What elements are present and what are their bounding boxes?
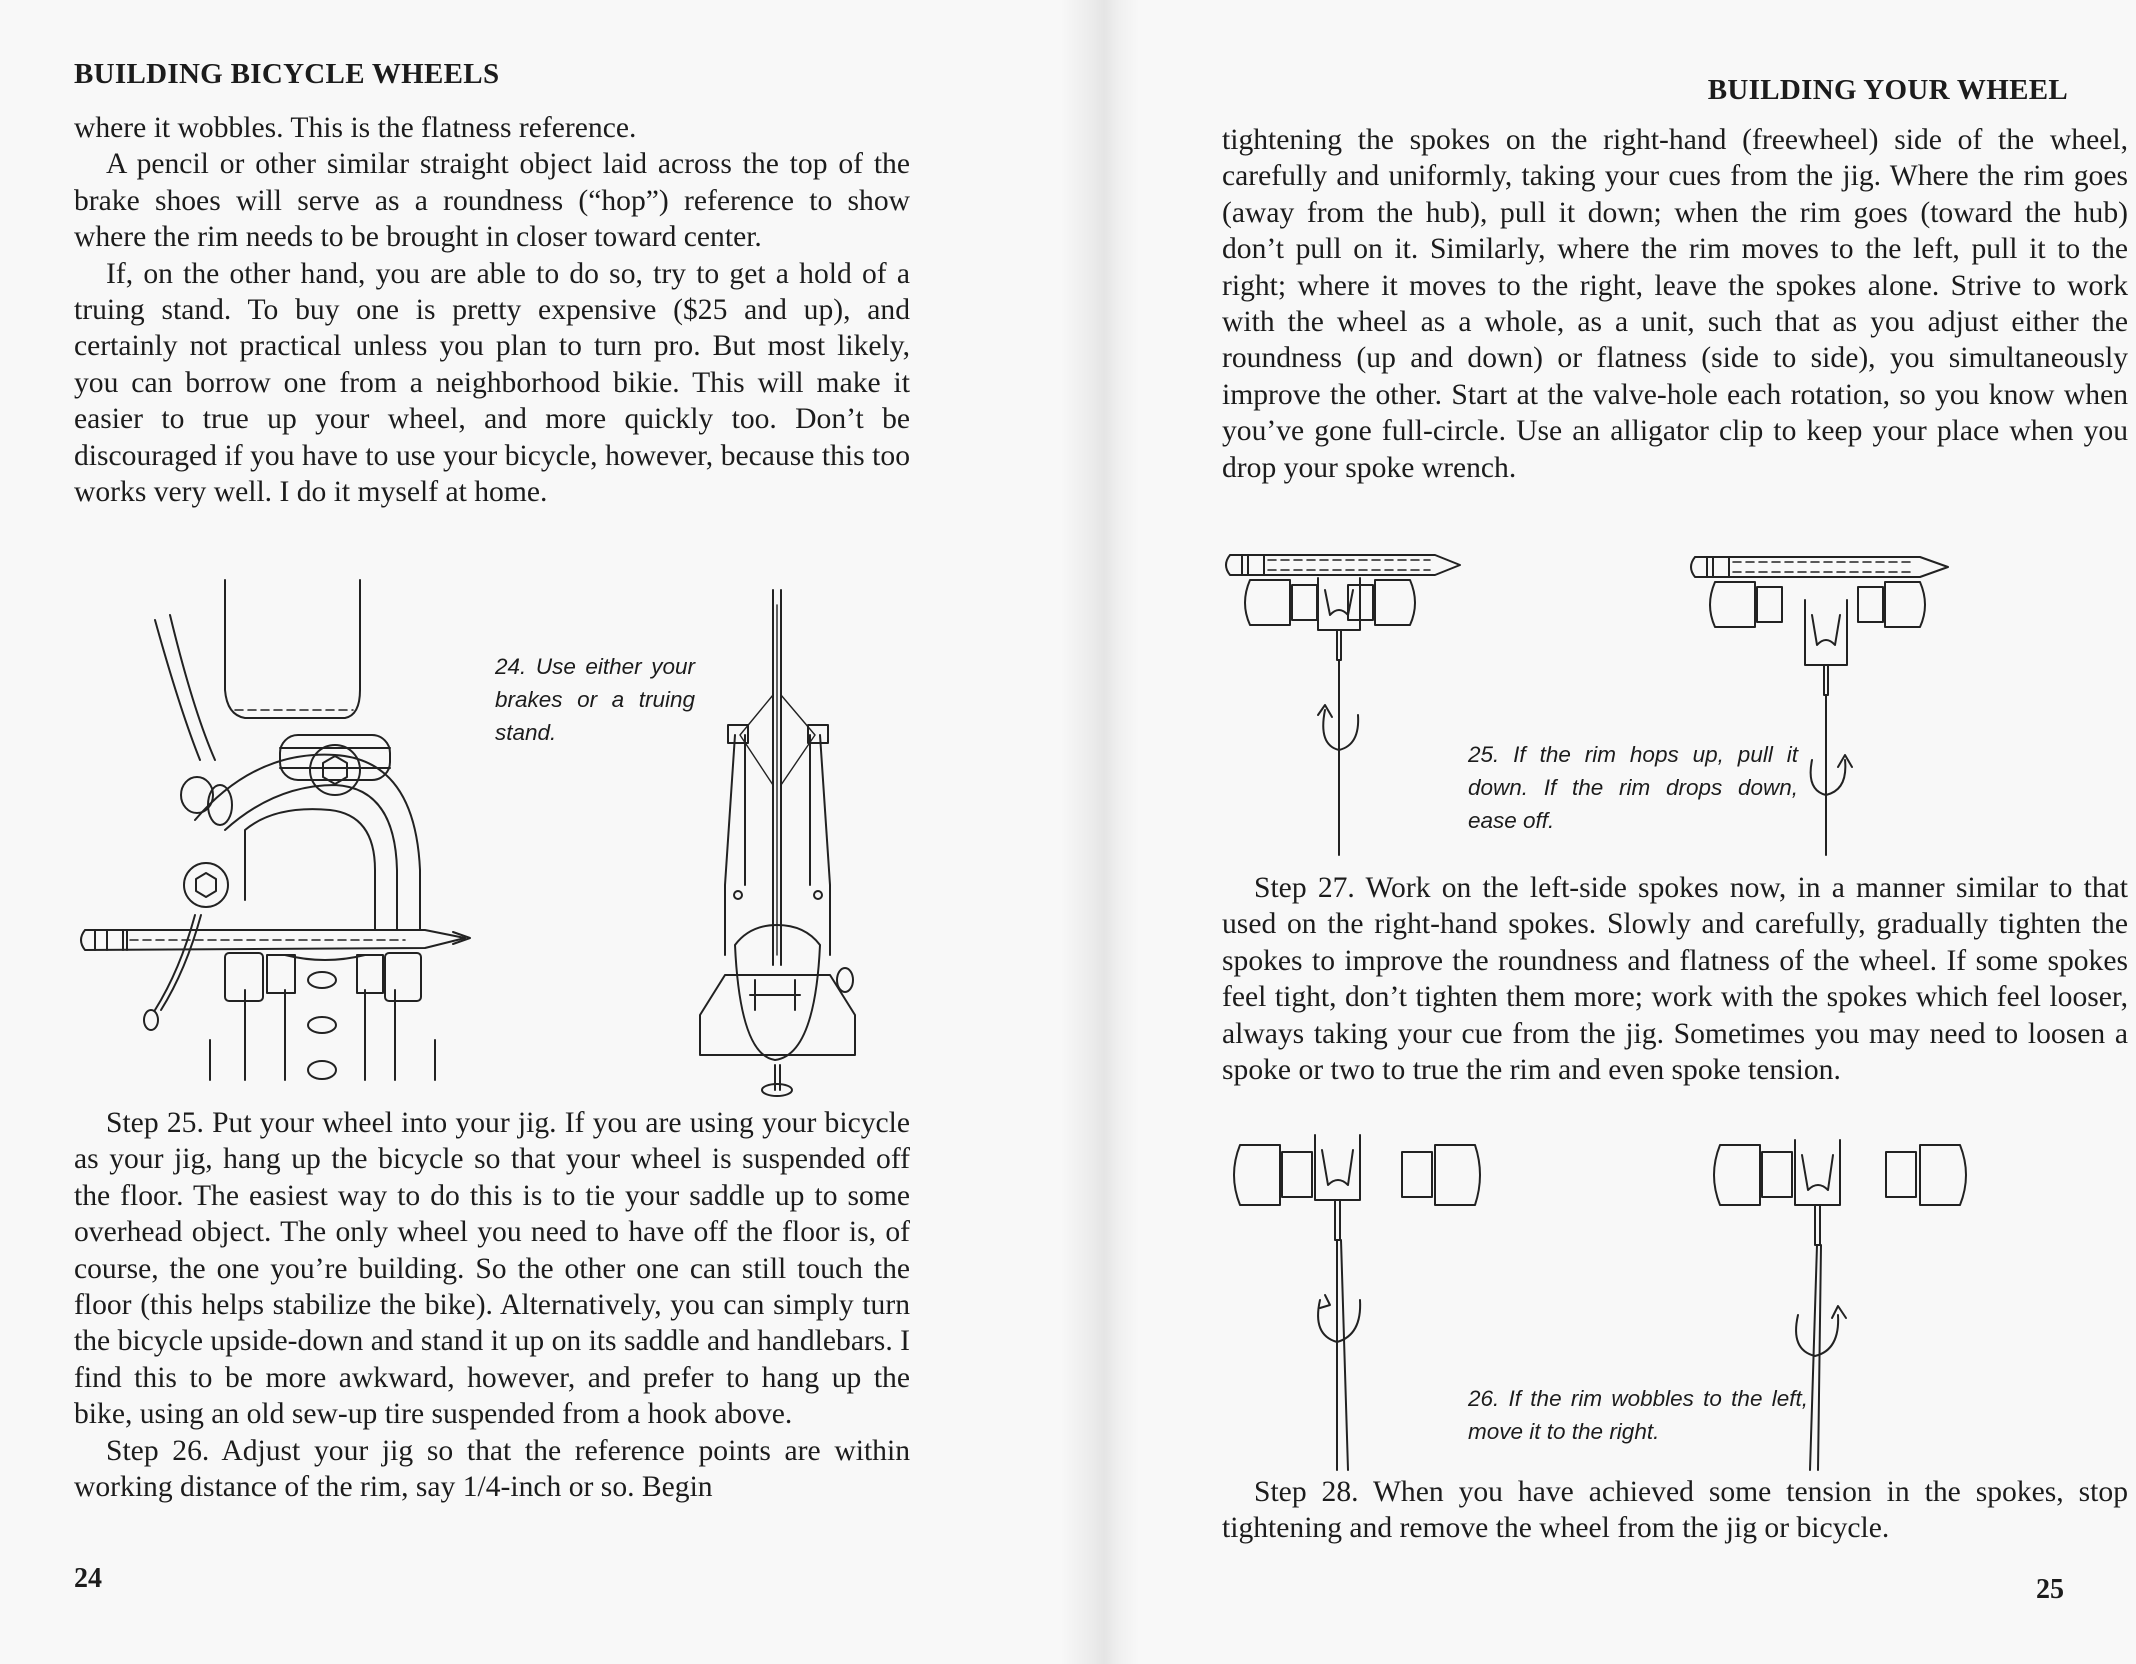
right-text-bottom bbox=[1222, 1474, 2128, 1547]
paragraph: Step 27. Work on the left-side spokes now, in a manner similar to that used on the right-hand spokes. Slowly and carefully, gradually tighten the spokes to improve the roundness and flatness of the wheel. If some spokes feel tight, don’t tighten them more; work with the spokes which feel looser, always taking your cue from the jig. Sometimes you may need to loosen a spoke or two to true the rim and even spoke tension. bbox=[1222, 872, 2128, 1087]
page-number-right: 25 bbox=[2036, 1574, 2064, 1605]
paragraph: Step 28. When you have achieved some tension in the spokes, stop tightening and remove the wheel from the jig or bicycle. bbox=[1222, 1476, 2128, 1545]
brake-caliper-illustration bbox=[75, 570, 575, 1080]
right-text-middle bbox=[1222, 870, 2128, 1088]
figure-26-caption: 26. If the rim wobbles to the left, move it to the right. bbox=[1468, 1386, 1808, 1444]
page-number-left: 24 bbox=[74, 1563, 102, 1594]
figure-24-caption: 24. Use either your brakes or a truing stand. bbox=[495, 654, 695, 745]
paragraph: tightening the spokes on the right-hand (freewheel) side of the wheel, carefully and uniformly, taking your cues from the jig. Where the rim goes (away from the hub), pull it down; when the rim goes (toward the hub) don’t pull on it. Similarly, where the rim moves to the left, pull it to the right; where it moves to the right, leave the spokes alone. Strive to work with the wheel as a whole, as a unit, such that as you adjust either the roundness (up and down) or flatness (side to side), you simultaneously improve the other. Start at the valve-hole each rotation, so you know when you’ve gone full-circle. Use an alligator clip to keep your place when you drop your spoke wrench. bbox=[1222, 124, 2128, 484]
truing-stand-illustration bbox=[680, 585, 860, 1095]
paragraph: If, on the other hand, you are able to do so, try to get a hold of a truing stand. To buy one is pretty expensive ($25 and up), and certainly not practical unless you plan to turn pro. But most likely, you can borrow one from a neighborhood bikie. This will make it easier to true up your wheel, and more quickly too. Don’t be discouraged if you have to use your bicycle, however, because this too works very well. I do it myself at home. bbox=[74, 257, 910, 509]
paragraph: A pencil or other similar straight object laid across the top of the brake shoes will serve as a roundness (“hop”) reference to show where the rim needs to be brought in closer toward center. bbox=[74, 148, 910, 254]
pencil-icon bbox=[1226, 555, 1460, 575]
left-text-top bbox=[74, 110, 910, 510]
pencil-icon bbox=[1691, 557, 1948, 577]
paragraph: where it wobbles. This is the flatness reference. bbox=[74, 112, 637, 144]
paragraph: Step 25. Put your wheel into your jig. If you are using your bicycle as your jig, hang up the bicycle so that your wheel is suspended off the floor. The easiest way to do this is to tie your saddle up to some overhead object. The only wheel you need to have off the floor is, of course, the one you’re building. So the other one can still touch the floor (this helps stabilize the bike). Alternatively, you can simply turn the bicycle upside-down and stand it up on its saddle and handlebars. I find this to be more awkward, however, and prefer to hang up the bike, using an old sew-up tire suspended from a hook above. bbox=[74, 1107, 910, 1431]
right-page bbox=[1068, 0, 2136, 1664]
left-text-bottom bbox=[74, 1105, 910, 1505]
right-text-top bbox=[1222, 122, 2128, 486]
running-head-right: BUILDING YOUR WHEEL bbox=[1707, 74, 2068, 106]
figure-25-caption: 25. If the rim hops up, pull it down. If the rim drops down, ease off. bbox=[1468, 742, 1798, 833]
paragraph: Step 26. Adjust your jig so that the reference points are within working distance of the rim, say 1/4-inch or so. Begin bbox=[74, 1434, 910, 1504]
running-head-left: BUILDING BICYCLE WHEELS bbox=[74, 58, 500, 90]
